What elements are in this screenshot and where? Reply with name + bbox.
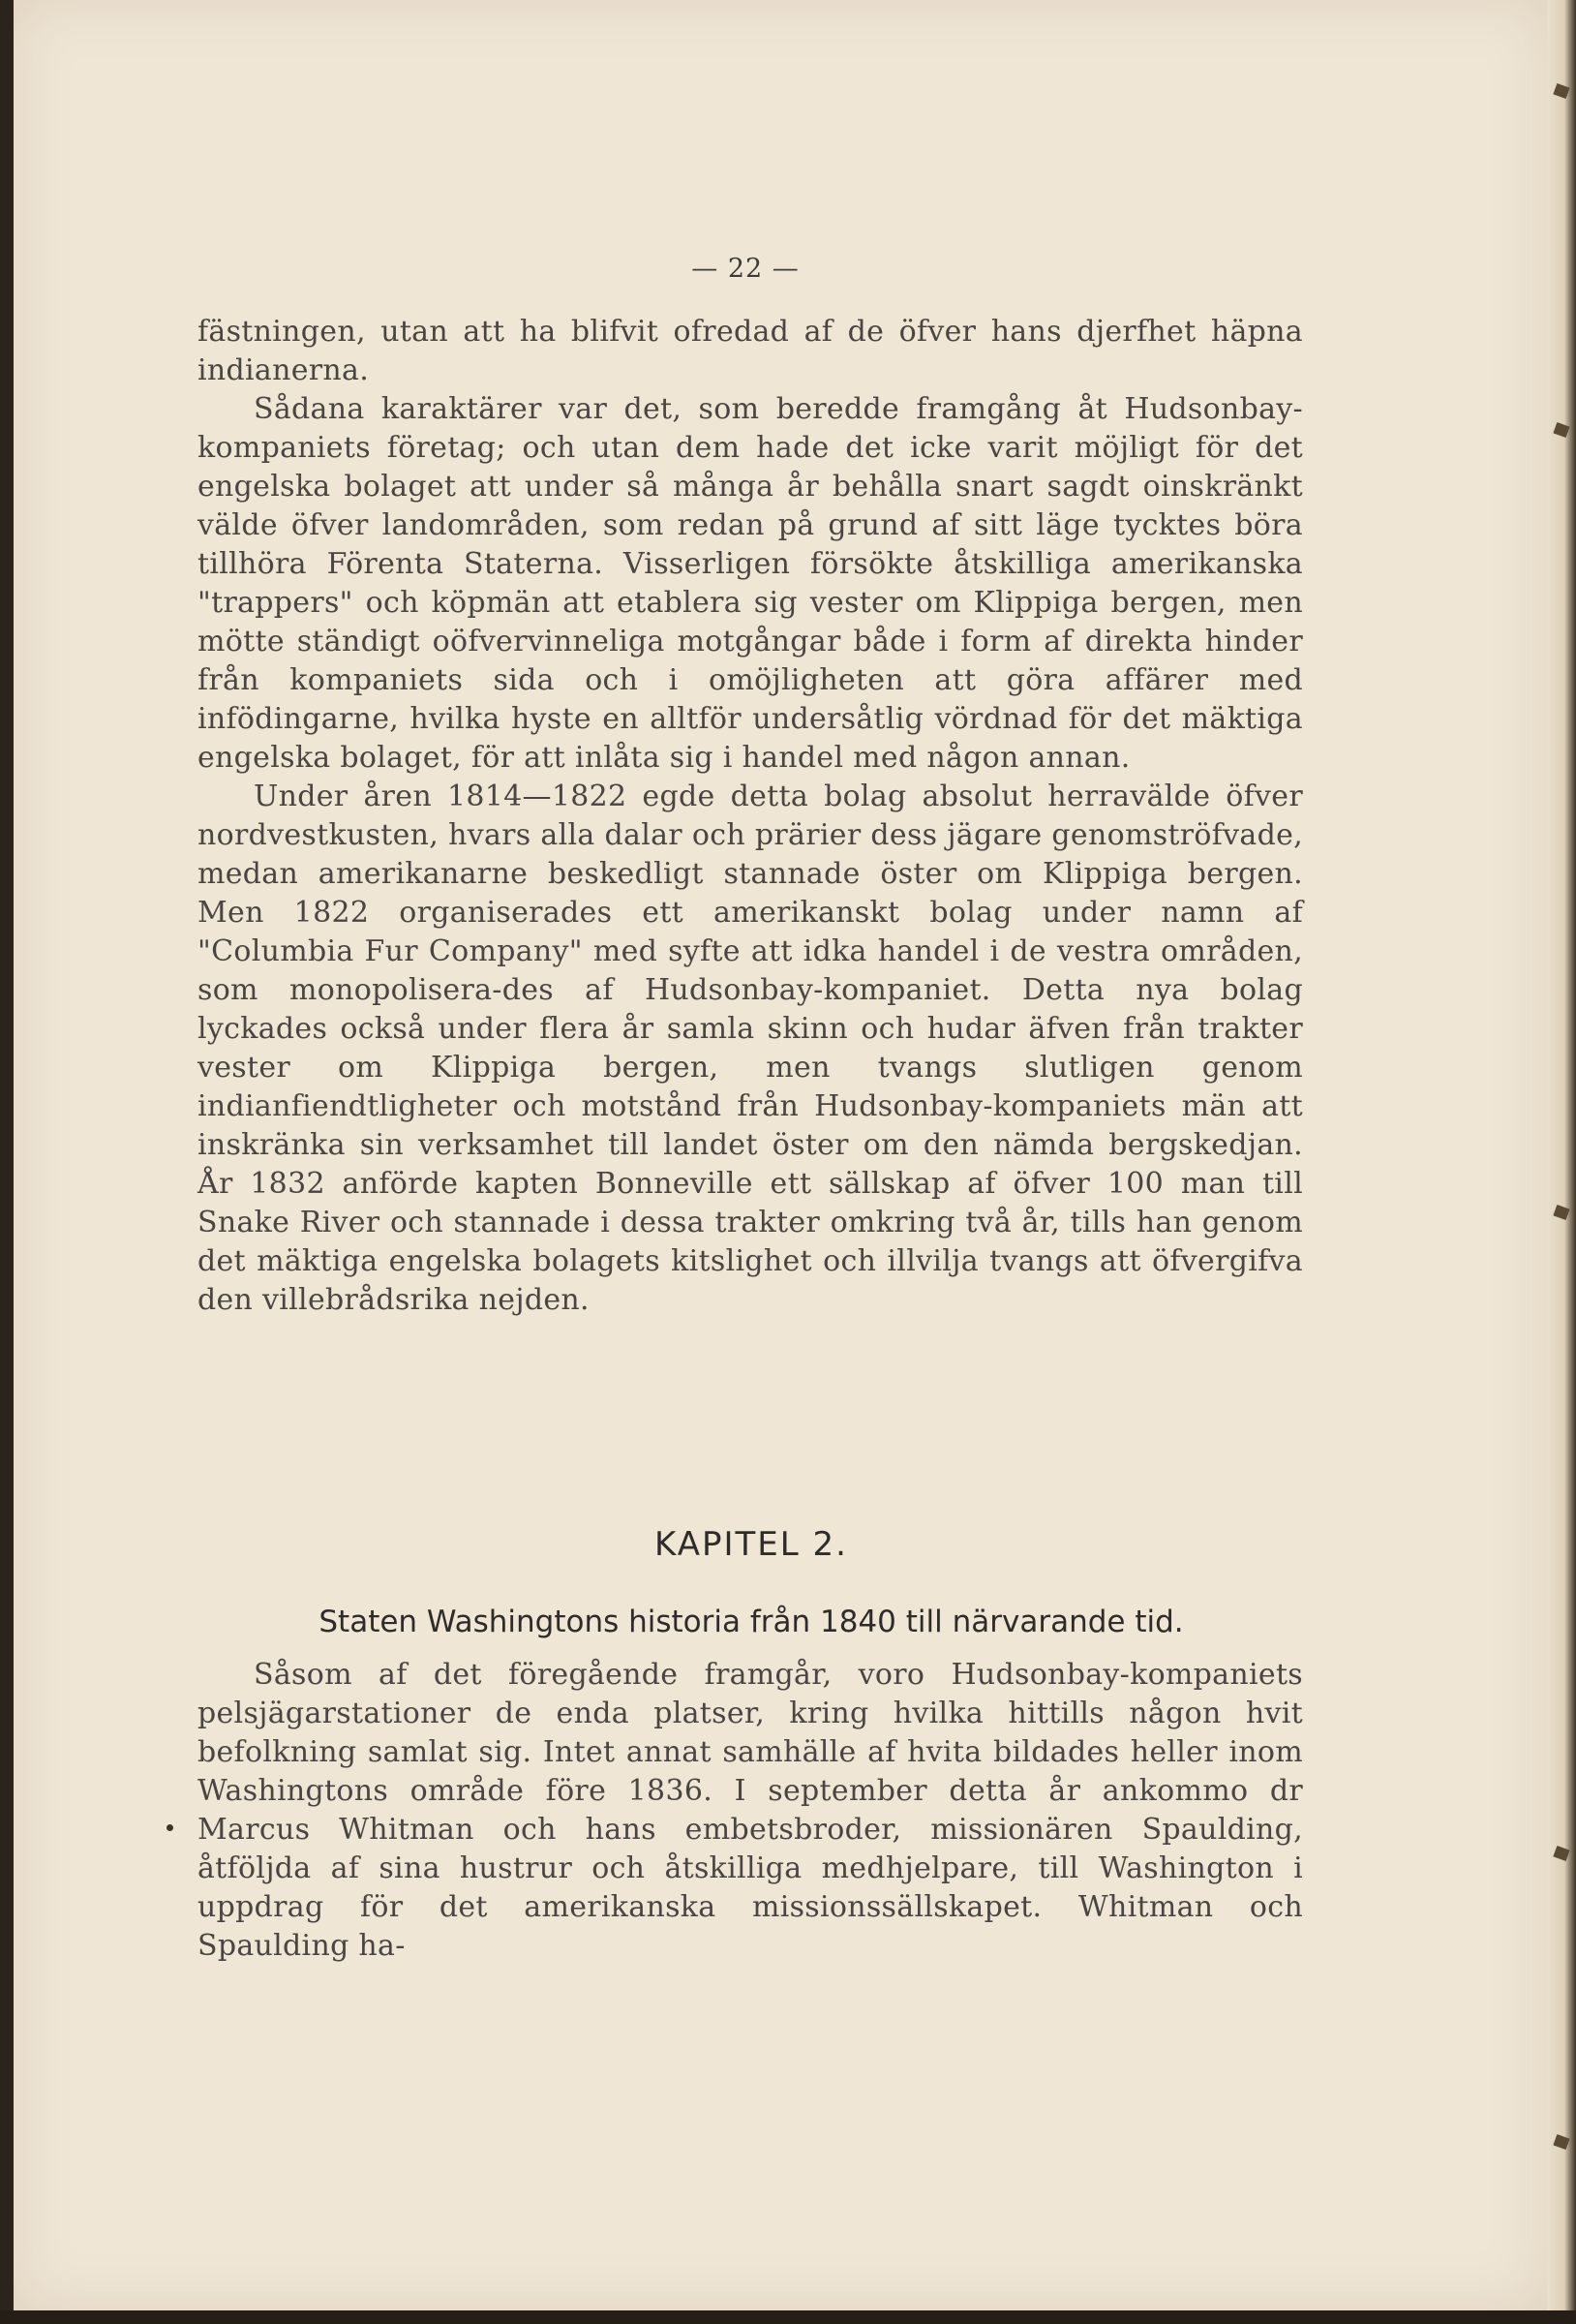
body-text-top <box>197 313 1303 1320</box>
page-edge-right <box>1547 0 1576 2324</box>
margin-dot <box>167 1824 173 1831</box>
body-text-bottom <box>197 1656 1303 1966</box>
paragraph-1814-1822: Under åren 1814—1822 egde detta bolag absolut herravälde öfver nordvestkusten, hvars alla dalar och prärier dess jägare genomströfvade, medan amerikanarne beskedligt stannade öster om Klippiga bergen. Men 1822 organiserades ett amerikanskt bolag under namn af "Columbia Fur Company" med syfte att idka handel i de vestra områden, som monopolisera-des af Hudsonbay-kompaniet. Detta nya bolag lyckades också under flera år samla skinn och hudar äfven från trakter vester om Klippiga bergen, men tvangs slutligen genom indianfiendtligheter och motstånd från Hudsonbay-kompaniets män att inskränka sin verksamhet till landet öster om den nämda bergskedjan. År 1832 anförde kapten Bonneville ett sällskap af öfver 100 man till Snake River och stannade i dessa trakter omkring två år, tills han genom det mäktiga engelska bolagets kitslighet och illvilja tvangs att öfvergifva den villebrådsrika nejden. <box>197 780 1303 1317</box>
page-number: — 22 — <box>691 254 800 284</box>
section-heading: Staten Washingtons historia från 1840 till närvarande tid. <box>318 1605 1184 1639</box>
page-edge-bottom <box>0 2310 1576 2324</box>
paragraph-whitman: Såsom af det föregående framgår, voro Hudsonbay-kompaniets pelsjägarstationer de enda platser, kring hvilka hittills någon hvit befolkning samlat sig. Intet annat samhälle af hvita bildades heller inom Washingtons område före 1836. I september detta år ankommo dr Marcus Whitman och hans embetsbroder, missionären Spaulding, åtföljda af sina hustrur och åtskilliga medhjelpare, till Washington i uppdrag för det amerikanska missionssällskapet. Whitman och Spaulding ha- <box>197 1658 1303 1963</box>
paragraph-continuation: fästningen, utan att ha blifvit ofredad af de öfver hans djerfhet häpna indianerna. <box>197 315 1303 387</box>
chapter-heading: KAPITEL 2. <box>654 1525 848 1564</box>
paragraph-hudsonbay: Sådana karaktärer var det, som beredde framgång åt Hudsonbay-kompaniets företag; och utan dem hade det icke varit möjligt för det engelska bolaget att under så många år behålla snart sagdt oinskränkt välde öfver landområden, som redan på grund af sitt läge tycktes böra tillhöra Förenta Staterna. Visserligen försökte åtskilliga amerikanska "trappers" och köpmän att etablera sig vester om Klippiga bergen, men mötte ständigt oöfvervinneliga motgångar både i form af direkta hinder från kompaniets sida och i omöjligheten att göra affärer med infödingarne, hvilka hyste en alltför undersåtlig vördnad för det mäktiga engelska bolaget, för att inlåta sig i handel med någon annan. <box>197 392 1303 775</box>
